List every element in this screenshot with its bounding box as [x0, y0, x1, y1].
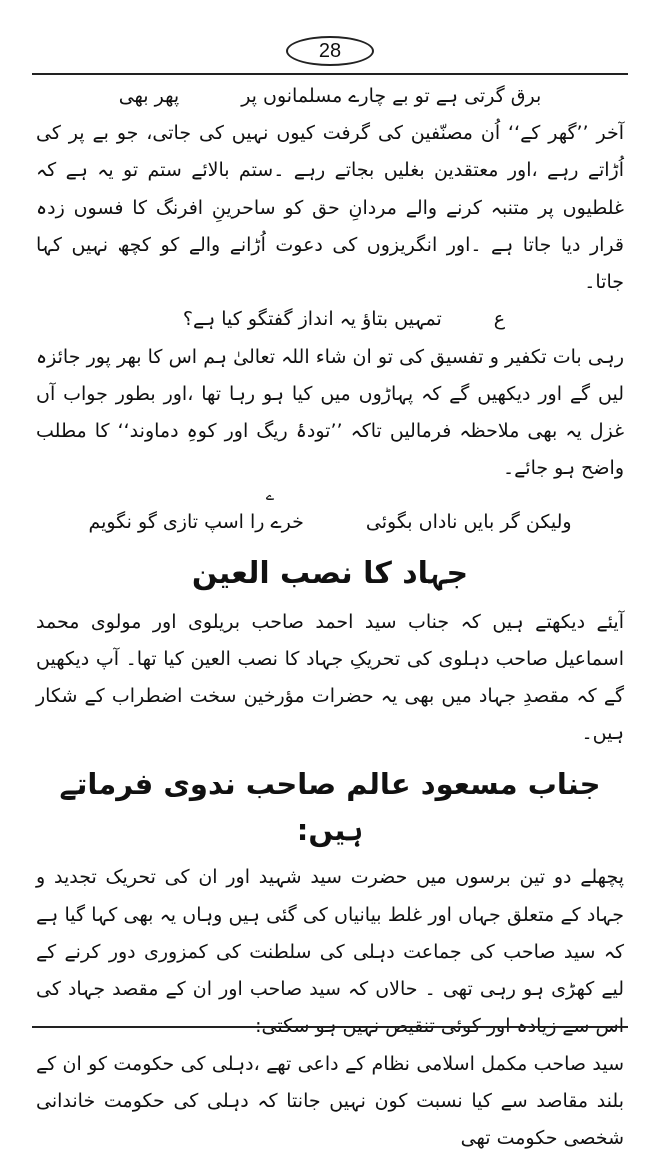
header-rule — [32, 73, 628, 75]
verse-2-marker: ع — [494, 301, 505, 338]
section-heading-1: جہاد کا نصب العین — [36, 550, 624, 598]
small-mark: ے — [36, 488, 624, 505]
page-number: 28 — [286, 36, 374, 66]
paragraph-1: آخر ’’گھر کے‘‘ اُن مصنّفین کی گرفت کیوں نہیں کی جاتی، جو بے پر کی اُڑاتے رہے ،اور معتقدین بغلیں بجاتے رہے ۔ستم بالائے ستم تو یہ ہے کہ غلطیوں پر متنبہ کرنے والے مردانِ حق کو ساحرینِ افرنگ کا فسوں زدہ قرار دیا جاتا ہے ۔اور انگریزوں کی دعوت اُڑانے والے کو کچھ نہیں کہا جاتا۔ — [36, 115, 624, 301]
footer-rule — [32, 1026, 628, 1028]
verse-1-right: برق گرتی ہے تو بے چارے مسلمانوں پر — [241, 78, 541, 115]
page-body — [36, 78, 624, 1018]
paragraph-5: سید صاحب مکمل اسلامی نظام کے داعی تھے ،دہلی کی حکومت کو ان کے بلند مقاصد سے کیا نسبت کون نہیں جانتا کہ دہلی کی حکومت خاندانی شخصی حکومت تھی — [36, 1046, 624, 1157]
persian-verse-left: خرے را اسپ تازی گو نگویم — [88, 504, 303, 541]
paragraph-2: رہی بات تکفیر و تفسیق کی تو ان شاء اللہ تعالیٰ ہم اس کا بھر پور جائزہ لیں گے اور دیکھیں گے کہ پہاڑوں میں کیا ہو رہا تھا ،اور بطور جواب آں غزل یہ بھی ملاحظہ فرمالیں تاکہ ’’تودۂ ریگ اور کوہِ دماوند‘‘ کا مطلب واضح ہو جائے۔ — [36, 339, 624, 488]
verse-2-text: تمہیں بتاؤ یہ انداز گفتگو کیا ہے؟ — [183, 301, 442, 338]
persian-verse-right: ولیکن گر بایں ناداں بگوئی — [366, 504, 572, 541]
persian-verse — [36, 504, 624, 541]
section-heading-2: جناب مسعود عالم صاحب ندوی فرماتے ہیں: — [36, 761, 624, 854]
verse-couplet-2 — [36, 301, 624, 338]
paragraph-3: آیئے دیکھتے ہیں کہ جناب سید احمد صاحب بریلوی اور مولوی محمد اسماعیل صاحب دہلوی کی تحریکِ جہاد کا نصب العین کیا تھا۔ آپ دیکھیں گے کہ مقصدِ جہاد میں بھی یہ حضرات مؤرخین سخت اضطراب کے شکار ہیں۔ — [36, 604, 624, 753]
verse-couplet-1 — [36, 78, 624, 115]
paragraph-4: پچھلے دو تین برسوں میں حضرت سید شہید اور ان کی تحریک تجدید و جہاد کے متعلق جہاں اور غلط بیانیاں کی گئی ہیں وہاں یہ بھی کہا گیا ہے کہ سید صاحب کی جماعت دہلی کی سلطنت کی کمزوری دور کرنے کے لیے کھڑی ہو رہی تھی ۔ حالاں کہ سید صاحب اور ان کے مقصد جہاد کی اس سے زیادہ اور کوئی تنقیص نہیں ہو سکتی: — [36, 859, 624, 1045]
verse-1-left: پھر بھی — [119, 78, 179, 115]
